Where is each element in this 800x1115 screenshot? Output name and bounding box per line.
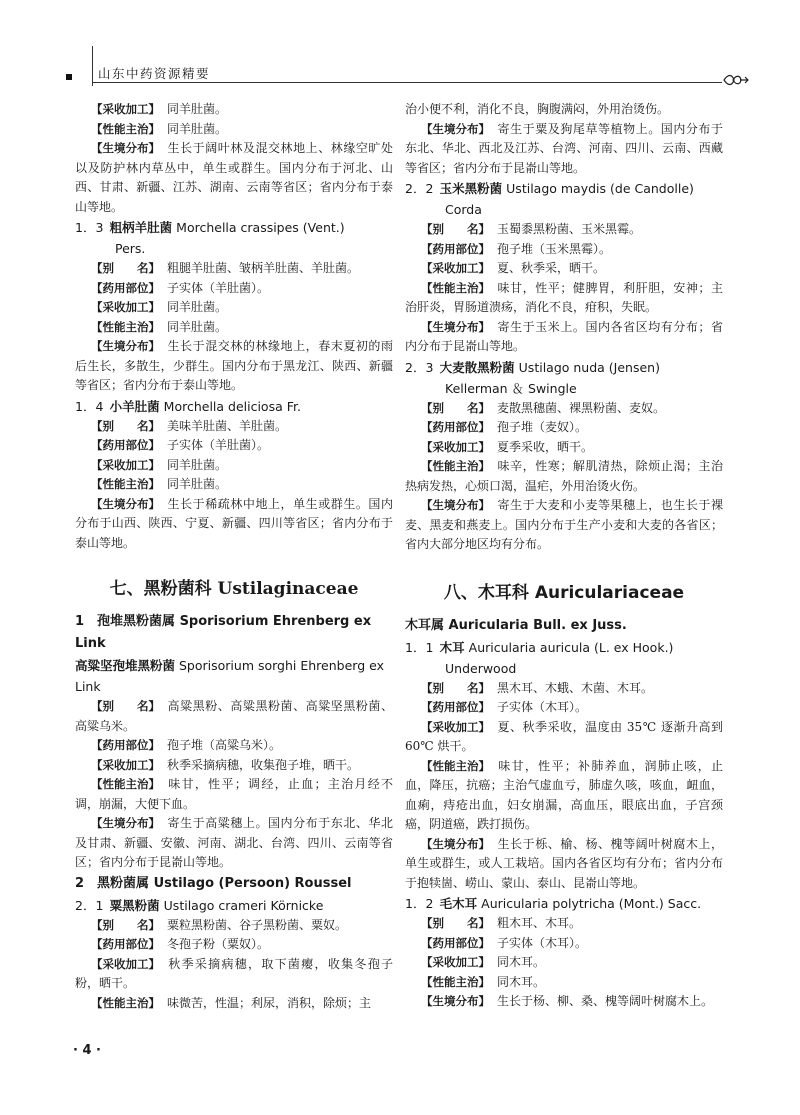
field-tag: 【采收加工】 bbox=[421, 719, 490, 734]
field-tag: 【别 名】 bbox=[421, 680, 490, 695]
species-heading bbox=[75, 396, 393, 417]
species-name: 木耳 bbox=[439, 639, 465, 655]
field-text: 夏、秋季采收，温度由 35℃ 逐渐升高到 60℃ 烘干。 bbox=[405, 719, 723, 753]
field-paragraph bbox=[75, 337, 393, 396]
field-tag: 【药用部位】 bbox=[421, 700, 490, 714]
species-heading bbox=[405, 178, 723, 199]
field-paragraph bbox=[405, 973, 723, 993]
running-header bbox=[58, 46, 748, 86]
species-number: 2．1 bbox=[75, 897, 104, 913]
field-paragraph bbox=[405, 259, 723, 279]
field-text: 美味羊肚菌、羊肚菌。 bbox=[167, 418, 288, 433]
field-text: 冬孢子粉（粟奴）。 bbox=[167, 937, 270, 951]
field-text: 寄生于高粱穗上。国内分布于东北、华北及甘肃、新疆、安徽、河南、湖北、台湾、四川、云南等省区；省内分布于昆嵛山等地。 bbox=[75, 816, 393, 869]
field-paragraph bbox=[405, 496, 723, 555]
species-latin: Morchella crassipes (Vent.) bbox=[176, 220, 345, 235]
field-text: 麦散黑穗菌、裸黑粉菌、麦奴。 bbox=[497, 400, 666, 415]
field-tag: 【别 名】 bbox=[91, 418, 160, 433]
species-latin: Ustilago maydis (de Candolle) bbox=[506, 181, 694, 196]
species-latin: Ustilago nuda (Jensen) bbox=[518, 359, 660, 375]
field-paragraph bbox=[75, 935, 393, 955]
field-tag: 【药用部位】 bbox=[421, 935, 490, 950]
field-paragraph bbox=[75, 756, 393, 776]
field-text: 孢子堆（玉米黑霉）。 bbox=[497, 241, 612, 256]
species-name: 玉米黑粉菌 bbox=[439, 181, 503, 196]
field-tag: 【采收加工】 bbox=[421, 439, 490, 454]
field-text: 秋季采摘病穗，收集孢子堆，晒干。 bbox=[167, 757, 360, 772]
species-heading bbox=[75, 895, 393, 916]
field-tag: 【采收加工】 bbox=[91, 457, 160, 472]
field-text: 子实体（羊肚菌）。 bbox=[167, 438, 270, 452]
species-heading bbox=[405, 893, 723, 914]
field-text: 同羊肚菌。 bbox=[167, 457, 228, 472]
field-text: 生长于混交林的林缘地上，春末夏初的雨后生长，多散生，少群生。国内分布于黑龙江、陕西、新疆等省区；省内分布于泰山等地。 bbox=[75, 339, 393, 392]
species-name: 粗柄羊肚菌 bbox=[109, 220, 173, 235]
field-text: 同羊肚菌。 bbox=[167, 102, 228, 116]
field-text: 黑木耳、木蛾、木菌、木耳。 bbox=[497, 680, 654, 695]
field-tag: 【生境分布】 bbox=[91, 816, 160, 830]
field-paragraph bbox=[75, 100, 393, 120]
field-paragraph bbox=[405, 835, 723, 894]
field-paragraph bbox=[75, 417, 393, 437]
species-latin: Morchella deliciosa Fr. bbox=[163, 398, 301, 414]
species-latin: Auricularia polytricha (Mont.) Sacc. bbox=[481, 896, 702, 911]
field-paragraph bbox=[75, 775, 393, 814]
field-tag: 【性能主治】 bbox=[91, 477, 160, 491]
species-number: 1．2 bbox=[405, 896, 434, 911]
field-text: 子实体（木耳）。 bbox=[497, 700, 588, 714]
field-paragraph bbox=[405, 220, 723, 240]
field-tag: 【性能主治】 bbox=[421, 974, 490, 989]
species-latin-cont: Pers. bbox=[115, 241, 146, 256]
species-number: 1．4 bbox=[75, 398, 104, 414]
field-paragraph bbox=[405, 953, 723, 973]
field-tag: 【别 名】 bbox=[91, 261, 160, 275]
species-latin: Auricularia auricula (L. ex Hook.) bbox=[468, 639, 674, 655]
field-tag: 【药用部位】 bbox=[91, 738, 160, 752]
field-paragraph bbox=[405, 318, 723, 357]
field-text: 生长于杨、柳、桑、槐等阔叶树腐木上。 bbox=[497, 994, 714, 1008]
field-tag: 【药用部位】 bbox=[91, 438, 160, 452]
species-name: 粟黑粉菌 bbox=[109, 897, 160, 913]
field-text: 子实体（木耳）。 bbox=[497, 935, 588, 950]
species-name: 毛木耳 bbox=[439, 896, 478, 911]
field-text: 粟粒黑粉菌、谷子黑粉菌、粟奴。 bbox=[167, 917, 348, 932]
field-paragraph bbox=[75, 279, 393, 299]
species-name: 高粱坚孢堆黑粉菌 bbox=[75, 658, 176, 673]
field-text: 同木耳。 bbox=[497, 955, 546, 969]
field-text: 寄生于粟及狗尾草等植物上。国内分布于东北、华北、西北及江苏、台湾、河南、四川、云南、西藏等省区；省内分布于昆嵛山等地。 bbox=[405, 121, 723, 175]
species-latin: Sporisorium sorghi Ehrenberg ex Link bbox=[75, 658, 384, 694]
species-heading bbox=[405, 357, 723, 378]
field-paragraph bbox=[75, 259, 393, 279]
field-text: 寄生于大麦和小麦等果穗上，也生长于裸麦、黑麦和燕麦上。国内分布于生产小麦和大麦的各省区；省内大部分地区均有分布。 bbox=[405, 498, 723, 551]
field-paragraph bbox=[75, 916, 393, 936]
species-heading bbox=[75, 655, 393, 697]
field-tag: 【性能主治】 bbox=[91, 777, 160, 791]
species-name: 小羊肚菌 bbox=[109, 398, 160, 414]
species-number: 2．3 bbox=[405, 359, 434, 375]
field-tag: 【生境分布】 bbox=[421, 836, 490, 851]
field-text: 生长于阔叶林及混交林地上、林缘空旷处以及防护林内草丛中，单生或群生。国内分布于河北、山西、甘肃、新疆、江苏、湖南、云南等省区；省内分布于泰山等地。 bbox=[75, 141, 393, 214]
field-tag: 【别 名】 bbox=[421, 222, 490, 236]
field-text: 粗木耳、木耳。 bbox=[497, 916, 582, 930]
field-tag: 【别 名】 bbox=[421, 916, 490, 930]
field-tag: 【性能主治】 bbox=[91, 319, 160, 334]
field-paragraph bbox=[405, 718, 723, 757]
field-text: 同木耳。 bbox=[497, 974, 546, 989]
header-rule bbox=[92, 82, 722, 83]
ornament-icon bbox=[722, 72, 750, 88]
field-text: 味甘，性平；调经，止血；主治月经不调，崩漏，大便下血。 bbox=[75, 777, 393, 811]
field-tag: 【别 名】 bbox=[91, 699, 160, 713]
field-paragraph bbox=[75, 736, 393, 756]
field-text: 同羊肚菌。 bbox=[167, 477, 228, 491]
field-paragraph bbox=[75, 495, 393, 554]
species-latin: Ustilago crameri Körnicke bbox=[163, 897, 324, 913]
field-paragraph bbox=[405, 757, 723, 835]
field-paragraph bbox=[75, 475, 393, 495]
paragraph-continuation: 治小便不利，消化不良，胸腹满闷，外用治烫伤。 bbox=[405, 102, 670, 116]
field-text: 孢子堆（高粱乌米）。 bbox=[167, 738, 282, 752]
field-tag: 【药用部位】 bbox=[421, 420, 490, 434]
species-name: 大麦散黑粉菌 bbox=[439, 359, 515, 375]
field-tag: 【生境分布】 bbox=[421, 498, 490, 512]
field-tag: 【采收加工】 bbox=[421, 955, 490, 969]
field-paragraph bbox=[405, 399, 723, 419]
field-text: 孢子堆（麦奴）。 bbox=[497, 420, 588, 434]
field-paragraph bbox=[75, 955, 393, 994]
field-paragraph bbox=[75, 436, 393, 456]
field-text: 粗腿羊肚菌、皱柄羊肚菌、羊肚菌。 bbox=[167, 261, 360, 275]
genus-heading: 1 孢堆黑粉菌属 Sporisorium Ehrenberg ex Link bbox=[75, 614, 372, 651]
field-paragraph bbox=[405, 679, 723, 699]
family-heading: 七、黑粉菌科 Ustilaginaceae bbox=[109, 579, 359, 599]
field-tag: 【采收加工】 bbox=[91, 300, 160, 314]
field-paragraph bbox=[405, 120, 723, 179]
field-paragraph bbox=[75, 994, 393, 1014]
field-text: 味甘，性平；补肺养血，润肺止咳，止血，降压，抗癌；主治气虚血亏，肺虚久咳，咳血，衄血，血痢，痔疮出血，妇女崩漏，高血压，眼底出血，子宫颈癌，阴道癌，跌打损伤。 bbox=[405, 758, 723, 831]
field-paragraph bbox=[405, 698, 723, 718]
field-text: 夏、秋季采，晒干。 bbox=[497, 261, 606, 275]
field-text: 生长于栎、榆、杨、槐等阔叶树腐木上，单生或群生，或人工栽培。国内各省区均有分布；省内分布于抱犊崮、崂山、蒙山、泰山、昆嵛山等地。 bbox=[405, 836, 723, 890]
right-column bbox=[405, 100, 723, 1012]
field-text: 同羊肚菌。 bbox=[167, 121, 228, 136]
field-tag: 【性能主治】 bbox=[91, 995, 160, 1010]
field-paragraph bbox=[75, 298, 393, 318]
field-tag: 【药用部位】 bbox=[91, 280, 160, 295]
field-tag: 【性能主治】 bbox=[421, 280, 490, 295]
species-latin-cont: Underwood bbox=[445, 660, 517, 676]
field-tag: 【生境分布】 bbox=[91, 339, 160, 353]
family-heading: 八、木耳科 Auriculariaceae bbox=[443, 582, 685, 603]
species-heading bbox=[405, 637, 723, 658]
genus-heading: 2 黑粉菌属 Ustilago (Persoon) Roussel bbox=[75, 875, 352, 891]
field-text: 秋季采摘病穗，取下菌瘿，收集冬孢子粉，晒干。 bbox=[75, 956, 393, 990]
field-text: 寄生于玉米上。国内各省区均有分布；省内分布于昆嵛山等地。 bbox=[405, 319, 723, 353]
field-paragraph bbox=[75, 456, 393, 476]
header-bullet-icon bbox=[66, 74, 72, 80]
field-tag: 【别 名】 bbox=[91, 917, 160, 932]
field-paragraph bbox=[75, 139, 393, 217]
field-text: 子实体（羊肚菌）。 bbox=[167, 280, 270, 295]
field-tag: 【生境分布】 bbox=[421, 121, 490, 136]
field-paragraph bbox=[405, 438, 723, 458]
header-divider bbox=[92, 46, 93, 86]
field-text: 高粱黑粉、高粱黑粉菌、高粱坚黑粉菌、高粱乌米。 bbox=[75, 699, 393, 733]
field-paragraph bbox=[405, 418, 723, 438]
field-tag: 【别 名】 bbox=[421, 400, 490, 415]
species-number: 2．2 bbox=[405, 181, 434, 196]
field-text: 夏季采收，晒干。 bbox=[497, 439, 594, 454]
field-tag: 【采收加工】 bbox=[91, 102, 160, 116]
species-latin-cont: Kellerman ＆ Swingle bbox=[445, 380, 577, 396]
field-tag: 【采收加工】 bbox=[91, 757, 160, 772]
field-tag: 【采收加工】 bbox=[421, 261, 490, 275]
field-paragraph bbox=[405, 934, 723, 954]
field-paragraph bbox=[75, 697, 393, 736]
left-column bbox=[75, 100, 393, 1013]
field-text: 味甘，性平；健脾胃，利肝胆，安神；主治肝炎，胃肠道溃疡，消化不良，疳积，失眠。 bbox=[405, 280, 723, 314]
field-tag: 【生境分布】 bbox=[91, 141, 160, 155]
field-tag: 【性能主治】 bbox=[421, 459, 490, 473]
field-text: 味辛，性寒；解肌清热，除烦止渴；主治热病发热，心烦口渴，温疟，外用治烫火伤。 bbox=[405, 459, 723, 493]
field-paragraph bbox=[75, 120, 393, 140]
field-paragraph bbox=[75, 814, 393, 873]
field-tag: 【生境分布】 bbox=[421, 319, 490, 334]
field-text: 玉蜀黍黑粉菌、玉米黑霉。 bbox=[497, 222, 642, 236]
field-tag: 【生境分布】 bbox=[91, 496, 160, 511]
species-number: 1．1 bbox=[405, 639, 434, 655]
field-tag: 【生境分布】 bbox=[421, 994, 490, 1008]
field-text: 同羊肚菌。 bbox=[167, 319, 228, 334]
field-tag: 【药用部位】 bbox=[91, 937, 160, 951]
field-paragraph bbox=[75, 318, 393, 338]
header-title: 山东中药资源精要 bbox=[98, 66, 211, 81]
field-text: 同羊肚菌。 bbox=[167, 300, 228, 314]
field-tag: 【采收加工】 bbox=[91, 956, 160, 971]
species-heading bbox=[75, 217, 393, 238]
field-text: 味微苦，性温；利尿，消积，除烦；主 bbox=[167, 995, 372, 1010]
field-tag: 【性能主治】 bbox=[421, 758, 490, 773]
field-paragraph bbox=[405, 279, 723, 318]
genus-heading: 木耳属 Auricularia Bull. ex Juss. bbox=[405, 617, 627, 633]
field-paragraph bbox=[405, 992, 723, 1012]
field-tag: 【药用部位】 bbox=[421, 241, 490, 256]
species-number: 1．3 bbox=[75, 220, 104, 235]
species-latin-cont: Corda bbox=[445, 202, 482, 217]
field-paragraph bbox=[405, 457, 723, 496]
field-paragraph bbox=[405, 240, 723, 260]
field-text: 生长于稀疏林中地上，单生或群生。国内分布于山西、陕西、宁夏、新疆、四川等省区；省内分布于泰山等地。 bbox=[75, 496, 393, 550]
field-paragraph bbox=[405, 914, 723, 934]
field-tag: 【性能主治】 bbox=[91, 121, 160, 136]
page-number: · 4 · bbox=[73, 1043, 101, 1058]
